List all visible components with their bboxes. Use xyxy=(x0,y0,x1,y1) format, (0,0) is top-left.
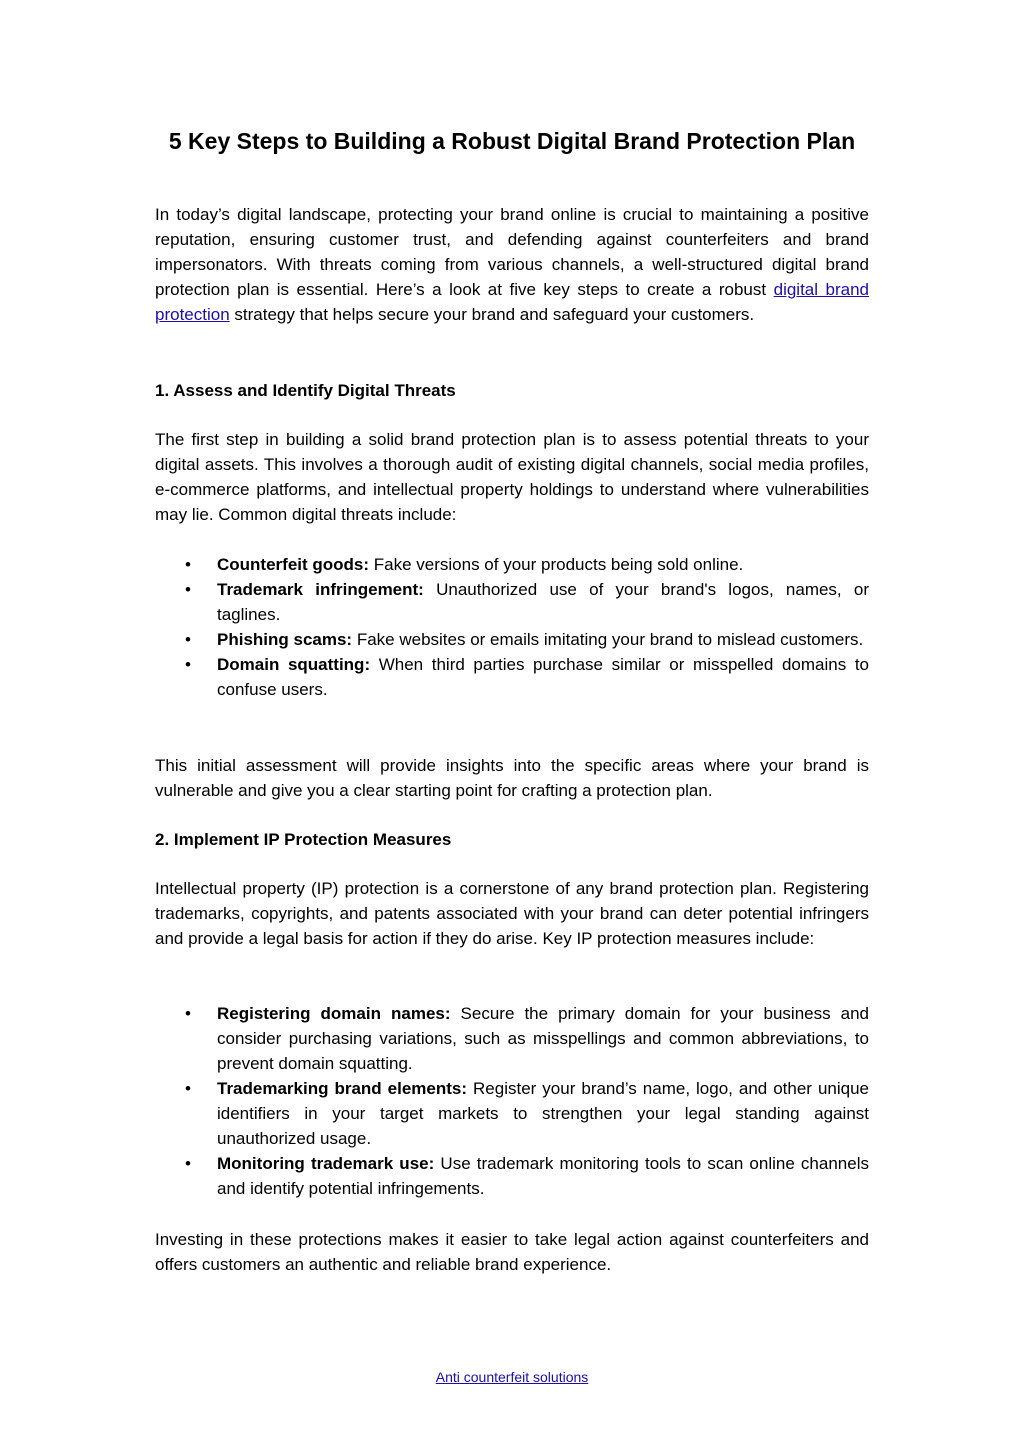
list-item-term: Trademark infringement: xyxy=(217,580,424,599)
bullet-icon: • xyxy=(185,1154,191,1173)
section-1-heading: 1. Assess and Identify Digital Threats xyxy=(155,381,456,400)
list-item-text: Secure the primary domain for your business and consider purchasing variations, such as misspellings and common abbreviations, to prevent domain squatting. xyxy=(217,1004,869,1073)
list-item xyxy=(155,1076,869,1151)
bullet-icon: • xyxy=(185,1079,191,1098)
list-item-term: Counterfeit goods: xyxy=(217,555,370,574)
list-item-text: Use trademark monitoring tools to scan online channels and identify potential infringements. xyxy=(217,1154,869,1198)
list-item-text: Fake versions of your products being sold online. xyxy=(369,555,744,574)
list-item xyxy=(155,627,869,652)
list-item-term: Domain squatting: xyxy=(217,655,371,674)
list-item-term: Registering domain names: xyxy=(217,1004,451,1023)
list-item-text: Unauthorized use of your brand's logos, names, or taglines. xyxy=(217,580,870,624)
bullet-icon: • xyxy=(185,630,191,649)
bullet-icon: • xyxy=(185,555,191,574)
list-item-term: Trademarking brand elements: xyxy=(217,1079,468,1098)
section-1-paragraph: The first step in building a solid brand protection plan is to assess potential threats to your digital assets. This involves a thorough audit of existing digital channels, social media profiles, e-commerce platforms, and intellectual property holdings to understand where vulnerabilities may lie. Common digital threats include: xyxy=(155,430,869,524)
bullet-icon: • xyxy=(185,1004,191,1023)
section-1-threat-list xyxy=(155,552,869,702)
anti-counterfeit-solutions-link[interactable]: Anti counterfeit solutions xyxy=(435,1369,589,1385)
bullet-icon: • xyxy=(185,580,191,599)
page-footer xyxy=(0,1367,1024,1387)
list-item-text: When third parties purchase similar or misspelled domains to confuse users. xyxy=(217,655,869,699)
list-item-term: Monitoring trademark use: xyxy=(217,1154,435,1173)
section-2-paragraph: Intellectual property (IP) protection is a cornerstone of any brand protection plan. Registering trademarks, copyrights, and patents associated with your brand can deter potential infringers and provide a legal basis for action if they do arise. Key IP protection measures include: xyxy=(155,879,869,948)
list-item xyxy=(155,1151,869,1201)
intro-text-after-link: strategy that helps secure your brand and safeguard your customers. xyxy=(229,305,755,324)
page-title: 5 Key Steps to Building a Robust Digital Brand Protection Plan xyxy=(168,128,856,154)
bullet-icon: • xyxy=(185,655,191,674)
intro-text-before-link: In today’s digital landscape, protecting your brand online is crucial to maintaining a positive reputation, ensuring customer trust, and defending against counterfeiters and brand impersonators. With threats coming from various channels, a well-structured digital brand protection plan is essential. Here’s a look at five key steps to create a robust xyxy=(155,205,869,299)
section-1-closing-paragraph: This initial assessment will provide insights into the specific areas where your brand is vulnerable and give you a clear starting point for crafting a protection plan. xyxy=(155,756,869,800)
section-2-measures-list xyxy=(155,1001,869,1201)
list-item-text: Register your brand’s name, logo, and other unique identifiers in your target markets to strengthen your legal standing against unauthorized usage. xyxy=(217,1079,869,1148)
list-item xyxy=(155,577,869,627)
list-item-term: Phishing scams: xyxy=(217,630,353,649)
list-item xyxy=(155,652,869,702)
intro-paragraph xyxy=(155,202,869,327)
list-item xyxy=(155,1001,869,1076)
list-item xyxy=(155,552,869,577)
section-2-heading: 2. Implement IP Protection Measures xyxy=(155,830,452,849)
list-item-text: Fake websites or emails imitating your brand to mislead customers. xyxy=(352,630,864,649)
section-2-closing-paragraph: Investing in these protections makes it easier to take legal action against counterfeiters and offers customers an authentic and reliable brand experience. xyxy=(155,1230,869,1274)
digital-brand-protection-link[interactable]: digital brand protection xyxy=(155,280,869,324)
